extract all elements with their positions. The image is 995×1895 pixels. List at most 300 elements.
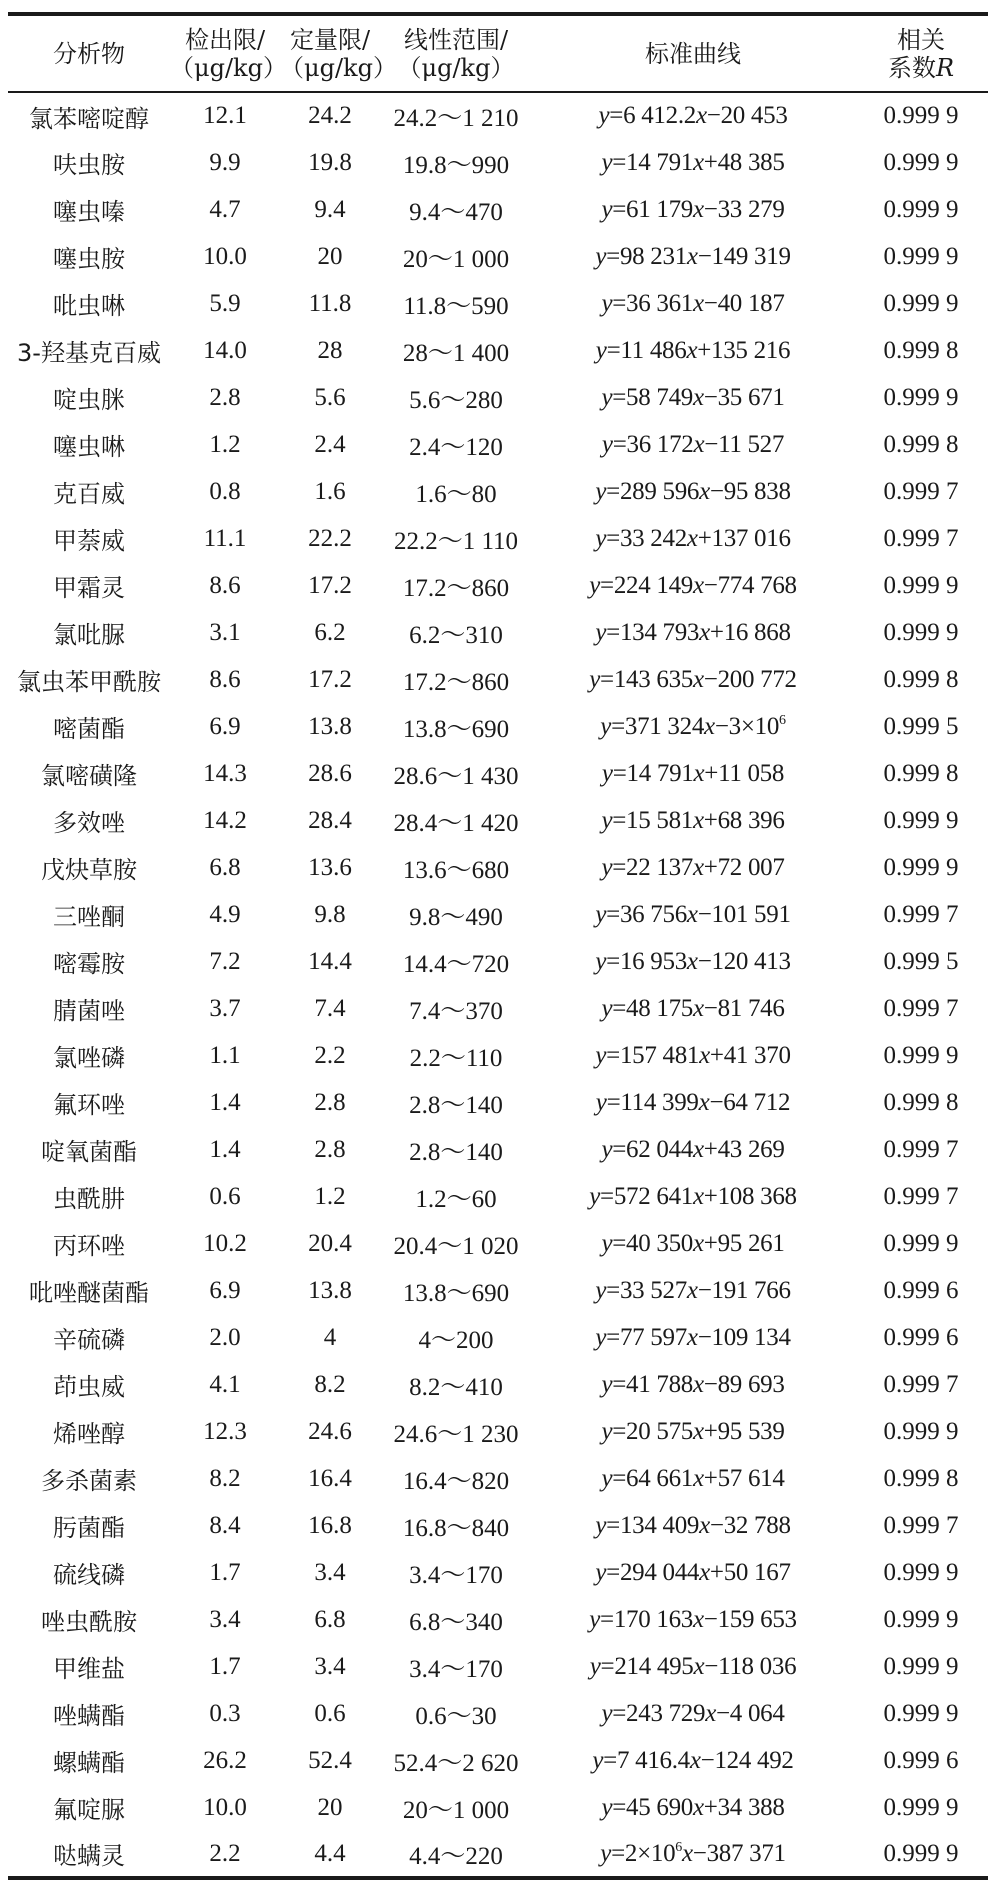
cell-correlation: 0.999 7 — [883, 1370, 959, 1398]
cell-standard-curve: y=15 581x+68 396 — [601, 806, 785, 834]
eq-y: y — [595, 1041, 607, 1069]
eq-x: x — [693, 148, 704, 176]
eq-x: x — [693, 383, 704, 411]
eq-slope: 48 175 — [626, 994, 693, 1022]
eq-intercept: +57 614 — [703, 1464, 785, 1492]
table-row — [8, 844, 988, 891]
eq-intercept: −200 772 — [703, 665, 797, 693]
cell-linear-range: 16.4～820 — [402, 1467, 510, 1495]
header-linear-range: 线性范围/ （μg/kg） — [397, 25, 515, 82]
eq-intercept: −32 788 — [709, 1511, 791, 1539]
cell-loq: 13.8 — [308, 712, 352, 740]
eq-y: y — [595, 336, 607, 364]
eq-slope: 224 149 — [613, 571, 693, 599]
table-row — [8, 1737, 988, 1784]
table-row — [8, 1455, 988, 1502]
cell-standard-curve: y=14 791x+48 385 — [601, 148, 785, 176]
cell-linear-range: 28.6～1 430 — [393, 762, 519, 790]
cell-analyte: 吡虫啉 — [53, 292, 125, 320]
eq-x: x — [699, 1558, 710, 1586]
cell-lod: 14.2 — [203, 806, 247, 834]
cell-lod: 1.2 — [209, 430, 241, 458]
table-row — [8, 1079, 988, 1126]
cell-linear-range: 3.4～170 — [409, 1561, 503, 1589]
cell-analyte: 氯嘧磺隆 — [41, 762, 137, 790]
cell-standard-curve: y=61 179x−33 279 — [601, 195, 785, 223]
eq-intercept: −33 279 — [703, 195, 785, 223]
cell-linear-range: 2.2～110 — [409, 1044, 503, 1072]
cell-analyte: 肟菌酯 — [53, 1514, 125, 1542]
cell-correlation: 0.999 5 — [883, 947, 959, 975]
eq-x: x — [699, 618, 710, 646]
cell-loq: 28.6 — [308, 759, 352, 787]
cell-correlation: 0.999 6 — [883, 1276, 959, 1304]
cell-analyte: 唑虫酰胺 — [41, 1608, 137, 1636]
cell-loq: 11.8 — [308, 289, 352, 317]
eq-y: y — [595, 477, 607, 505]
cell-lod: 0.3 — [209, 1699, 241, 1727]
cell-standard-curve: y=224 149x−774 768 — [589, 571, 797, 599]
eq-slope: 45 690 — [626, 1793, 693, 1821]
cell-standard-curve: y=58 749x−35 671 — [601, 383, 785, 411]
cell-linear-range: 6.2～310 — [409, 621, 503, 649]
cell-analyte: 噻虫嗪 — [53, 198, 125, 226]
cell-correlation: 0.999 8 — [883, 336, 959, 364]
cell-lod: 8.4 — [209, 1511, 241, 1539]
cell-loq: 8.2 — [314, 1370, 346, 1398]
eq-x: x — [693, 1464, 704, 1492]
eq-intercept: +68 396 — [703, 806, 785, 834]
table-row — [8, 1126, 988, 1173]
cell-correlation: 0.999 9 — [883, 1558, 959, 1586]
cell-loq: 13.8 — [308, 1276, 352, 1304]
cell-correlation: 0.999 8 — [883, 665, 959, 693]
eq-y: y — [601, 806, 613, 834]
cell-standard-curve: y=114 399x−64 712 — [595, 1088, 791, 1116]
eq-x: x — [693, 430, 705, 458]
cell-correlation: 0.999 7 — [883, 524, 959, 552]
cell-analyte: 噻虫胺 — [53, 245, 125, 273]
cell-analyte: 呋虫胺 — [53, 151, 125, 179]
cell-standard-curve: y=36 361x−40 187 — [601, 289, 785, 317]
eq-x: x — [698, 1088, 710, 1116]
eq-y: y — [601, 1699, 613, 1727]
cell-lod: 8.6 — [209, 571, 241, 599]
cell-standard-curve: y=14 791x+11 058 — [601, 759, 785, 787]
eq-x: x — [693, 806, 704, 834]
eq-intercept: +43 269 — [703, 1135, 785, 1163]
cell-loq: 6.8 — [314, 1605, 346, 1633]
cell-lod: 1.4 — [209, 1088, 241, 1116]
table-row — [8, 1361, 988, 1408]
cell-standard-curve: y=7 416.4x−124 492 — [592, 1746, 794, 1774]
table-row — [8, 938, 988, 985]
cell-linear-range: 8.2～410 — [409, 1373, 503, 1401]
table-row — [8, 1643, 988, 1690]
table-row — [8, 1267, 988, 1314]
header-row — [8, 14, 988, 92]
cell-loq: 2.8 — [314, 1135, 346, 1163]
cell-standard-curve: y=64 661x+57 614 — [601, 1464, 785, 1492]
table-row — [8, 1032, 988, 1079]
eq-intercept: +95 261 — [703, 1229, 785, 1257]
eq-slope: 14 791 — [626, 148, 693, 176]
cell-lod: 7.2 — [209, 947, 241, 975]
cell-correlation: 0.999 8 — [883, 1088, 959, 1116]
cell-analyte: 螺螨酯 — [53, 1749, 125, 1777]
cell-standard-curve: y=45 690x+34 388 — [601, 1793, 785, 1821]
cell-loq: 19.8 — [308, 148, 352, 176]
cell-analyte: 氯唑磷 — [53, 1044, 125, 1072]
eq-y: y — [601, 1464, 613, 1492]
cell-correlation: 0.999 5 — [883, 712, 959, 740]
cell-loq: 1.2 — [314, 1182, 346, 1210]
cell-loq: 24.2 — [308, 102, 352, 129]
cell-analyte: 烯唑醇 — [53, 1420, 125, 1448]
cell-standard-curve: y=40 350x+95 261 — [601, 1229, 785, 1257]
table-body — [8, 92, 988, 1878]
cell-standard-curve: y=20 575x+95 539 — [601, 1417, 785, 1445]
cell-linear-range: 2.8～140 — [409, 1138, 503, 1166]
cell-standard-curve: y=77 597x−109 134 — [595, 1323, 791, 1351]
table-row — [8, 1690, 988, 1737]
eq-slope: 98 231 — [619, 242, 687, 270]
cell-lod: 10.2 — [203, 1229, 247, 1257]
cell-analyte: 3-羟基克百威 — [17, 339, 161, 367]
cell-correlation: 0.999 9 — [883, 1605, 959, 1633]
cell-lod: 2.2 — [209, 1839, 241, 1867]
cell-lod: 1.1 — [209, 1041, 241, 1069]
table-row — [8, 703, 988, 750]
eq-y: y — [595, 524, 607, 552]
cell-linear-range: 13.8～690 — [402, 715, 510, 743]
eq-intercept: +34 388 — [703, 1793, 785, 1821]
table-row — [8, 233, 988, 280]
cell-linear-range: 2.8～140 — [409, 1091, 503, 1119]
cell-lod: 12.1 — [203, 102, 247, 129]
table-row — [8, 562, 988, 609]
cell-loq: 14.4 — [308, 947, 352, 975]
cell-loq: 3.4 — [314, 1652, 346, 1680]
eq-x: x — [699, 1041, 710, 1069]
cell-analyte: 丙环唑 — [53, 1232, 125, 1260]
cell-correlation: 0.999 9 — [883, 1041, 959, 1069]
eq-intercept: −11 527 — [704, 430, 785, 458]
eq-intercept: −3×10 — [714, 712, 780, 740]
eq-slope: 11 486 — [620, 336, 687, 364]
cell-linear-range: 5.6～280 — [409, 386, 503, 414]
cell-correlation: 0.999 9 — [883, 242, 959, 270]
eq-y: y — [601, 1229, 613, 1257]
eq-slope: 77 597 — [619, 1323, 687, 1351]
eq-intercept: +16 868 — [709, 618, 791, 646]
eq-x: x — [686, 1323, 698, 1351]
eq-x: x — [693, 571, 704, 599]
cell-lod: 11.1 — [203, 524, 247, 552]
header-loq: 定量限/ （μg/kg） — [280, 25, 397, 82]
eq-x: x — [693, 195, 704, 223]
cell-loq: 9.4 — [314, 195, 346, 223]
eq-slope: 572 641 — [613, 1182, 693, 1210]
cell-correlation: 0.999 7 — [883, 1135, 959, 1163]
eq-intercept: −124 492 — [700, 1746, 794, 1774]
eq-y: y — [601, 1370, 613, 1398]
cell-linear-range: 14.4～720 — [402, 950, 510, 978]
eq-slope: 214 495 — [614, 1652, 694, 1680]
table-row — [8, 1502, 988, 1549]
eq-x: x — [699, 477, 710, 505]
eq-x: x — [693, 1652, 705, 1680]
eq-intercept: +72 007 — [703, 853, 785, 881]
eq-y: y — [601, 853, 613, 881]
eq-slope: 36 172 — [626, 430, 694, 458]
cell-analyte: 甲萘威 — [53, 527, 125, 555]
eq-slope: 16 953 — [619, 947, 687, 975]
cell-analyte: 克百威 — [53, 480, 125, 508]
table-row — [8, 280, 988, 327]
eq-x: x — [704, 712, 715, 740]
eq-slope: 114 399 — [620, 1088, 699, 1116]
eq-y: y — [589, 665, 601, 693]
table-row — [8, 1831, 988, 1878]
cell-correlation: 0.999 9 — [883, 1652, 959, 1680]
eq-y: y — [600, 1839, 612, 1867]
cell-correlation: 0.999 7 — [883, 994, 959, 1022]
cell-linear-range: 22.2～1 110 — [393, 527, 519, 555]
cell-lod: 9.9 — [209, 148, 241, 176]
cell-linear-range: 24.6～1 230 — [393, 1420, 519, 1448]
cell-loq: 2.2 — [314, 1041, 346, 1069]
cell-linear-range: 17.2～860 — [402, 668, 510, 696]
cell-lod: 1.4 — [209, 1135, 241, 1163]
cell-standard-curve: y=134 793x+16 868 — [595, 618, 791, 646]
cell-standard-curve: y=33 242x+137 016 — [595, 524, 791, 552]
cell-loq: 20.4 — [308, 1229, 352, 1257]
cell-linear-range: 20～1 000 — [402, 1796, 510, 1824]
cell-standard-curve: y=48 175x−81 746 — [601, 994, 785, 1022]
eq-slope: 6 412.2 — [623, 102, 696, 129]
cell-loq: 16.4 — [308, 1464, 352, 1492]
eq-intercept: −95 838 — [709, 477, 791, 505]
table-row — [8, 1784, 988, 1831]
table-row — [8, 1596, 988, 1643]
cell-lod: 5.9 — [209, 289, 241, 317]
eq-slope: 64 661 — [626, 1464, 693, 1492]
eq-slope: 2×10 — [624, 1839, 676, 1867]
eq-x: x — [693, 1135, 704, 1163]
cell-lod: 12.3 — [203, 1417, 247, 1445]
cell-linear-range: 4～200 — [418, 1326, 494, 1354]
cell-correlation: 0.999 9 — [883, 148, 959, 176]
cell-analyte: 甲霜灵 — [53, 574, 125, 602]
eq-slope-exponent: 6 — [675, 1839, 682, 1855]
cell-loq: 3.4 — [314, 1558, 346, 1586]
cell-standard-curve: $y=2\times 10^6x-387$ 371 — [600, 1839, 786, 1867]
cell-lod: 6.8 — [209, 853, 241, 881]
eq-slope: 58 749 — [626, 383, 693, 411]
eq-x: x — [689, 1746, 701, 1774]
cell-lod: 2.0 — [209, 1323, 241, 1351]
cell-correlation: 0.999 9 — [883, 1699, 959, 1727]
cell-loq: 17.2 — [308, 571, 352, 599]
eq-intercept: −4 064 — [716, 1699, 785, 1727]
eq-intercept: −89 693 — [703, 1370, 785, 1398]
header-standard-curve: 标准曲线 — [645, 39, 741, 68]
table-row — [8, 797, 988, 844]
cell-analyte: 吡唑醚菌酯 — [29, 1279, 149, 1307]
eq-slope: 40 350 — [626, 1229, 693, 1257]
cell-correlation: 0.999 9 — [883, 853, 959, 881]
cell-correlation: 0.999 6 — [883, 1746, 959, 1774]
table-row — [8, 92, 988, 139]
eq-slope: 61 179 — [626, 195, 693, 223]
cell-lod: 1.7 — [209, 1652, 241, 1680]
cell-loq: 22.2 — [308, 524, 352, 552]
eq-x: x — [705, 1699, 716, 1727]
table-row — [8, 1173, 988, 1220]
cell-loq: 6.2 — [314, 618, 346, 646]
eq-y: y — [601, 289, 613, 317]
eq-slope: 36 756 — [619, 900, 687, 928]
eq-intercept: −118 036 — [704, 1652, 797, 1680]
cell-standard-curve: y=36 172x−11 527 — [601, 430, 785, 458]
cell-linear-range: 0.6～30 — [415, 1702, 497, 1730]
eq-intercept: +108 368 — [703, 1182, 797, 1210]
cell-analyte: 哒螨灵 — [53, 1842, 125, 1870]
cell-correlation: 0.999 7 — [883, 900, 959, 928]
eq-y: y — [601, 430, 613, 458]
eq-x: x — [693, 1370, 704, 1398]
cell-standard-curve: y=33 527x−191 766 — [595, 1276, 791, 1304]
cell-analyte: 辛硫磷 — [53, 1326, 125, 1354]
eq-x: x — [686, 524, 698, 552]
cell-standard-curve: y=243 729x−4 064 — [601, 1699, 785, 1727]
cell-loq: 4 — [323, 1323, 337, 1351]
eq-y: y — [601, 1135, 613, 1163]
eq-y: y — [595, 1276, 607, 1304]
eq-intercept: −191 766 — [697, 1276, 791, 1304]
cell-correlation: 0.999 9 — [883, 806, 959, 834]
cell-linear-range: 11.8～590 — [403, 292, 509, 320]
eq-y: y — [595, 1558, 607, 1586]
eq-slope: 243 729 — [626, 1699, 706, 1727]
eq-slope: 134 793 — [619, 618, 700, 646]
cell-standard-curve: y=98 231x−149 319 — [595, 242, 791, 270]
eq-slope: 371 324 — [624, 712, 705, 740]
eq-x: x — [693, 1605, 704, 1633]
cell-loq: 28 — [317, 336, 343, 364]
eq-slope: 294 044 — [619, 1558, 700, 1586]
cell-correlation: 0.999 9 — [883, 1229, 959, 1257]
cell-linear-range: 9.4～470 — [409, 198, 503, 226]
eq-intercept: −387 371 — [692, 1839, 786, 1867]
eq-y: y — [601, 994, 613, 1022]
cell-analyte: 虫酰肼 — [53, 1185, 125, 1213]
eq-intercept-exponent: 6 — [779, 712, 786, 728]
table-row — [8, 656, 988, 703]
eq-x: x — [686, 336, 698, 364]
cell-correlation: 0.999 9 — [883, 102, 959, 129]
eq-y: y — [589, 571, 601, 599]
cell-standard-curve: y=11 486x+135 216 — [595, 336, 791, 364]
eq-intercept: −159 653 — [703, 1605, 797, 1633]
eq-intercept: −40 187 — [703, 289, 785, 317]
cell-analyte: 氟啶脲 — [53, 1796, 125, 1824]
cell-lod: 26.2 — [203, 1746, 247, 1774]
cell-analyte: 氟环唑 — [53, 1091, 125, 1119]
cell-analyte: 氯苯嘧啶醇 — [29, 104, 149, 133]
cell-correlation: 0.999 8 — [883, 430, 959, 458]
eq-x: x — [693, 1182, 704, 1210]
cell-loq: 2.8 — [314, 1088, 346, 1116]
eq-y: y — [589, 1182, 601, 1210]
cell-standard-curve: y=214 495x−118 036 — [589, 1652, 797, 1680]
cell-standard-curve: y=41 788x−89 693 — [601, 1370, 785, 1398]
eq-x: x — [686, 947, 698, 975]
cell-linear-range: 19.8～990 — [402, 151, 510, 179]
cell-correlation: 0.999 9 — [883, 1793, 959, 1821]
eq-y: y — [595, 1323, 607, 1351]
cell-lod: 6.9 — [209, 712, 241, 740]
cell-lod: 1.7 — [209, 1558, 241, 1586]
cell-standard-curve: y=157 481x+41 370 — [595, 1041, 791, 1069]
cell-loq: 1.6 — [314, 477, 346, 505]
eq-intercept: +137 016 — [697, 524, 791, 552]
table-row — [8, 421, 988, 468]
cell-loq: 2.4 — [314, 430, 346, 458]
cell-lod: 4.1 — [209, 1370, 241, 1398]
cell-lod: 4.9 — [209, 900, 241, 928]
cell-lod: 10.0 — [203, 242, 247, 270]
data-table — [8, 12, 988, 1880]
cell-linear-range: 20.4～1 020 — [393, 1232, 519, 1260]
cell-loq: 17.2 — [308, 665, 352, 693]
eq-y: y — [595, 900, 607, 928]
eq-intercept: −20 453 — [706, 102, 788, 129]
header-analyte: 分析物 — [53, 39, 125, 68]
cell-correlation: 0.999 9 — [883, 1417, 959, 1445]
eq-x: x — [693, 994, 704, 1022]
eq-y: y — [595, 618, 607, 646]
cell-linear-range: 1.6～80 — [415, 480, 497, 508]
table-row — [8, 1549, 988, 1596]
eq-x: x — [695, 102, 707, 129]
cell-standard-curve: y=289 596x−95 838 — [595, 477, 791, 505]
cell-linear-range: 28.4～1 420 — [393, 809, 519, 837]
eq-y: y — [601, 759, 613, 787]
eq-slope: 22 137 — [626, 853, 693, 881]
cell-analyte: 啶虫脒 — [53, 386, 125, 414]
cell-correlation: 0.999 9 — [883, 289, 959, 317]
cell-linear-range: 24.2～1 210 — [393, 105, 519, 132]
eq-intercept: −35 671 — [703, 383, 785, 411]
eq-intercept: +41 370 — [709, 1041, 791, 1069]
cell-lod: 0.6 — [209, 1182, 241, 1210]
eq-x: x — [693, 289, 704, 317]
cell-loq: 7.4 — [314, 994, 346, 1022]
cell-linear-range: 9.8～490 — [409, 903, 503, 931]
eq-slope: 33 242 — [619, 524, 687, 552]
eq-slope: 143 635 — [613, 665, 693, 693]
table-row — [8, 374, 988, 421]
cell-lod: 3.1 — [209, 618, 241, 646]
eq-y: y — [601, 1793, 613, 1821]
eq-y: y — [601, 1417, 613, 1445]
eq-y: y — [598, 102, 610, 129]
cell-correlation: 0.999 7 — [883, 477, 959, 505]
cell-linear-range: 13.8～690 — [402, 1279, 510, 1307]
table-row — [8, 327, 988, 374]
